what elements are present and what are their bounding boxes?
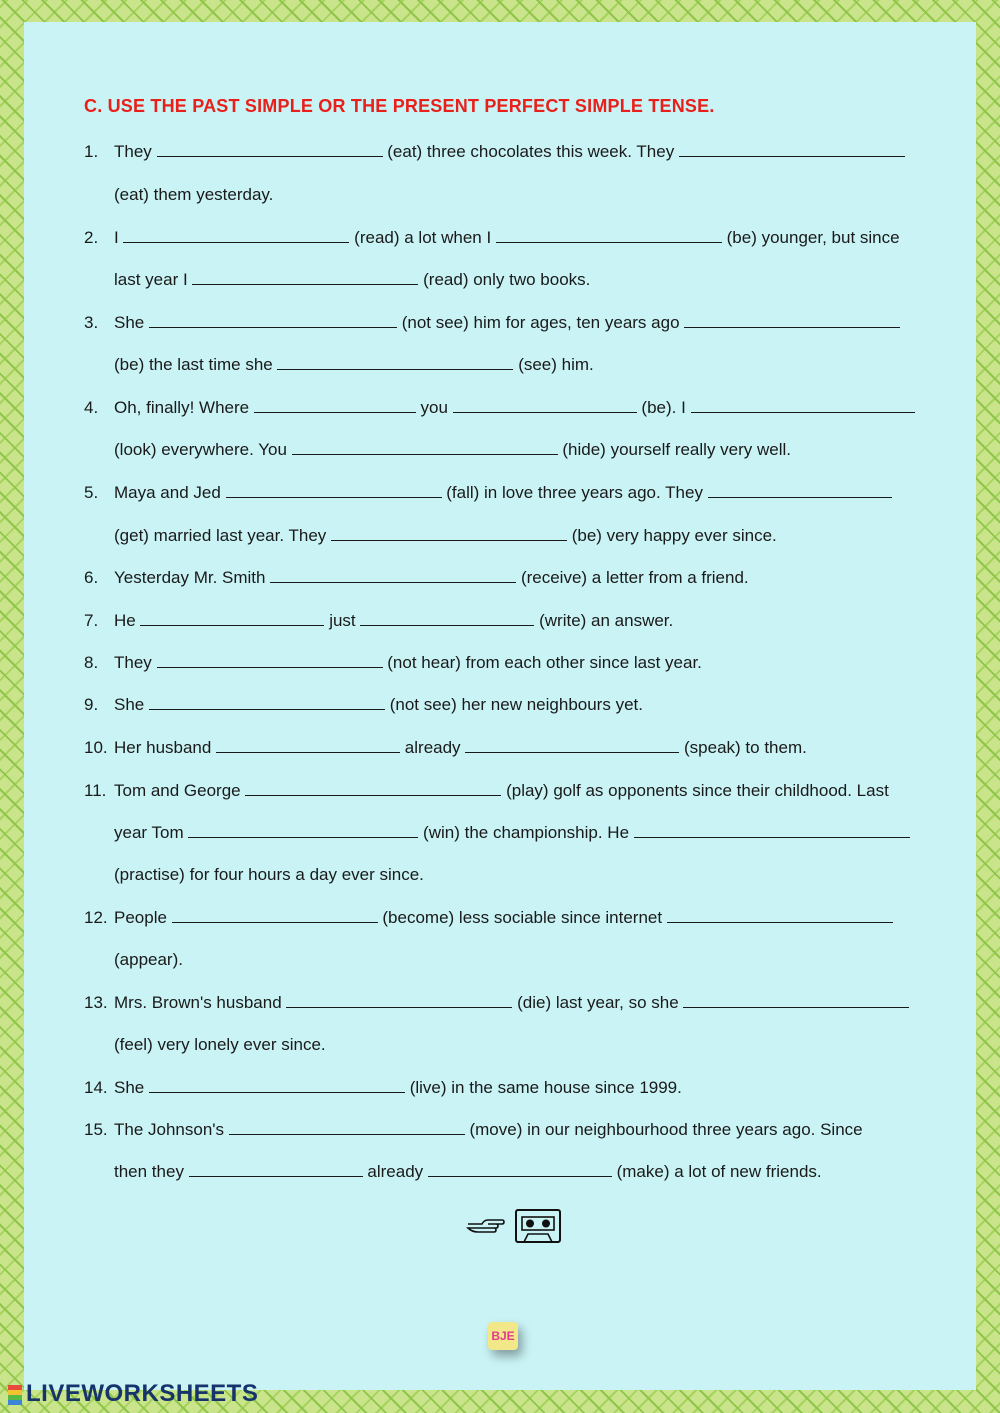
brand-footer <box>8 1380 258 1408</box>
question-text <box>114 398 915 418</box>
answer-blank[interactable] <box>254 398 416 413</box>
answer-blank[interactable] <box>216 738 400 753</box>
question-text <box>114 1078 682 1098</box>
sentence-fragment: He <box>114 611 141 630</box>
answer-blank[interactable] <box>229 1120 465 1135</box>
question-text <box>114 313 900 333</box>
question-number: 13. <box>84 993 108 1012</box>
sentence-fragment: She <box>114 313 149 332</box>
question-number: 2. <box>84 228 99 247</box>
answer-blank[interactable] <box>149 313 397 328</box>
answer-blank[interactable] <box>140 611 324 626</box>
answer-blank[interactable] <box>286 993 512 1008</box>
sentence-fragment: (get) married last year. They <box>114 526 331 545</box>
question-text <box>114 483 892 503</box>
sentence-fragment: (be) younger, but since <box>721 228 900 247</box>
answer-blank[interactable] <box>684 313 900 328</box>
sentence-fragment: Mrs. Brown's husband <box>114 993 287 1012</box>
question-number: 7. <box>84 611 99 630</box>
question-number: 3. <box>84 313 99 332</box>
question-text <box>114 738 807 758</box>
answer-blank[interactable] <box>360 611 534 626</box>
answer-blank[interactable] <box>683 993 909 1008</box>
sentence-fragment: I <box>114 228 124 247</box>
question-number: 5. <box>84 483 99 502</box>
answer-blank[interactable] <box>667 908 893 923</box>
sentence-fragment: (move) in our neighbourhood three years ago. Since <box>464 1120 863 1139</box>
answer-blank[interactable] <box>172 908 378 923</box>
sentence-fragment: The Johnson's <box>114 1120 229 1139</box>
sentence-fragment: (fall) in love three years ago. They <box>441 483 708 502</box>
answer-blank[interactable] <box>188 823 418 838</box>
sentence-fragment: (win) the championship. He <box>418 823 634 842</box>
answer-blank[interactable] <box>634 823 910 838</box>
sentence-fragment: just <box>324 611 361 630</box>
question-number: 12. <box>84 908 108 927</box>
question-text <box>114 440 791 460</box>
question-text <box>114 526 777 546</box>
sentence-fragment: (read) only two books. <box>418 270 591 289</box>
question-text <box>114 1035 326 1055</box>
sentence-fragment: (not hear) from each other since last year. <box>382 653 702 672</box>
question-number: 9. <box>84 695 99 714</box>
answer-blank[interactable] <box>428 1162 612 1177</box>
sentence-fragment: (practise) for four hours a day ever since. <box>114 865 424 884</box>
answer-blank[interactable] <box>496 228 722 243</box>
sentence-fragment: (eat) three chocolates this week. They <box>382 142 679 161</box>
sentence-fragment: (hide) yourself really very well. <box>557 440 792 459</box>
question-text <box>114 950 183 970</box>
sentence-fragment: you <box>415 398 453 417</box>
question-text <box>114 653 702 673</box>
sentence-fragment: Oh, finally! Where <box>114 398 254 417</box>
answer-blank[interactable] <box>708 483 892 498</box>
sentence-fragment: (speak) to them. <box>679 738 807 757</box>
sentence-fragment: (be) very happy ever since. <box>567 526 777 545</box>
sentence-fragment: (die) last year, so she <box>512 993 684 1012</box>
brand-name: LIVEWORKSHEETS <box>26 1380 259 1407</box>
sentence-fragment: (eat) them yesterday. <box>114 185 274 204</box>
answer-blank[interactable] <box>453 398 637 413</box>
sentence-fragment: (be) the last time she <box>114 355 278 374</box>
sentence-fragment: (become) less sociable since internet <box>377 908 667 927</box>
answer-blank[interactable] <box>465 738 679 753</box>
question-text <box>114 142 905 162</box>
sentence-fragment: (not see) her new neighbours yet. <box>384 695 643 714</box>
sentence-fragment: (look) everywhere. You <box>114 440 292 459</box>
sentence-fragment: (read) a lot when I <box>349 228 496 247</box>
answer-blank[interactable] <box>277 355 513 370</box>
answer-blank[interactable] <box>157 142 383 157</box>
sentence-fragment: year Tom <box>114 823 189 842</box>
answer-blank[interactable] <box>157 653 383 668</box>
answer-blank[interactable] <box>149 695 385 710</box>
sentence-fragment: People <box>114 908 172 927</box>
sentence-fragment: (live) in the same house since 1999. <box>404 1078 682 1097</box>
exercise-title: C. USE THE PAST SIMPLE OR THE PRESENT PERFECT SIMPLE TENSE. <box>84 96 715 116</box>
question-text <box>114 1120 863 1140</box>
question-number: 1. <box>84 142 99 161</box>
question-text <box>114 185 273 205</box>
answer-blank[interactable] <box>149 1078 405 1093</box>
sentence-fragment: (be). I <box>636 398 691 417</box>
question-number: 6. <box>84 568 99 587</box>
question-text <box>114 823 910 843</box>
answer-blank[interactable] <box>691 398 915 413</box>
question-text <box>114 355 594 375</box>
sentence-fragment: then they <box>114 1162 189 1181</box>
question-number: 15. <box>84 1120 108 1139</box>
sentence-fragment: already <box>362 1162 428 1181</box>
sentence-fragment: Maya and Jed <box>114 483 226 502</box>
sentence-fragment: She <box>114 1078 149 1097</box>
answer-blank[interactable] <box>245 781 501 796</box>
answer-blank[interactable] <box>270 568 516 583</box>
question-number: 10. <box>84 738 108 757</box>
answer-blank[interactable] <box>292 440 558 455</box>
question-text <box>114 568 749 588</box>
sentence-fragment: (play) golf as opponents since their childhood. Last <box>501 781 889 800</box>
sentence-fragment: Her husband <box>114 738 217 757</box>
sentence-fragment: (feel) very lonely ever since. <box>114 1035 326 1054</box>
question-number: 14. <box>84 1078 108 1097</box>
sentence-fragment: (make) a lot of new friends. <box>611 1162 822 1181</box>
question-text <box>114 611 673 631</box>
answer-blank[interactable] <box>331 526 567 541</box>
publisher-badge: BJE <box>488 1322 518 1350</box>
sentence-fragment: Tom and George <box>114 781 246 800</box>
cassette-tape-icon[interactable] <box>514 1208 562 1249</box>
sentence-fragment: (receive) a letter from a friend. <box>516 568 749 587</box>
sentence-fragment: She <box>114 695 149 714</box>
question-text <box>114 865 424 885</box>
answer-blank[interactable] <box>123 228 349 243</box>
pointing-hand-icon <box>466 1216 506 1241</box>
answer-blank[interactable] <box>192 270 418 285</box>
answer-blank[interactable] <box>679 142 905 157</box>
question-number: 4. <box>84 398 99 417</box>
question-number: 11. <box>84 781 107 800</box>
sentence-fragment: already <box>400 738 466 757</box>
question-text <box>114 1162 822 1182</box>
question-text <box>114 993 909 1013</box>
question-text <box>114 908 893 928</box>
answer-blank[interactable] <box>226 483 442 498</box>
answer-blank[interactable] <box>189 1162 363 1177</box>
sentence-fragment: They <box>114 142 157 161</box>
sentence-fragment: They <box>114 653 157 672</box>
sentence-fragment: last year I <box>114 270 193 289</box>
question-number: 8. <box>84 653 99 672</box>
audio-controls <box>466 1208 562 1249</box>
question-text <box>114 781 889 801</box>
question-text <box>114 270 590 290</box>
sentence-fragment: (not see) him for ages, ten years ago <box>396 313 685 332</box>
question-text <box>114 695 643 715</box>
sentence-fragment: (see) him. <box>513 355 594 374</box>
sentence-fragment: Yesterday Mr. Smith <box>114 568 271 587</box>
question-text <box>114 228 900 248</box>
sentence-fragment: (appear). <box>114 950 183 969</box>
sentence-fragment: (write) an answer. <box>534 611 674 630</box>
